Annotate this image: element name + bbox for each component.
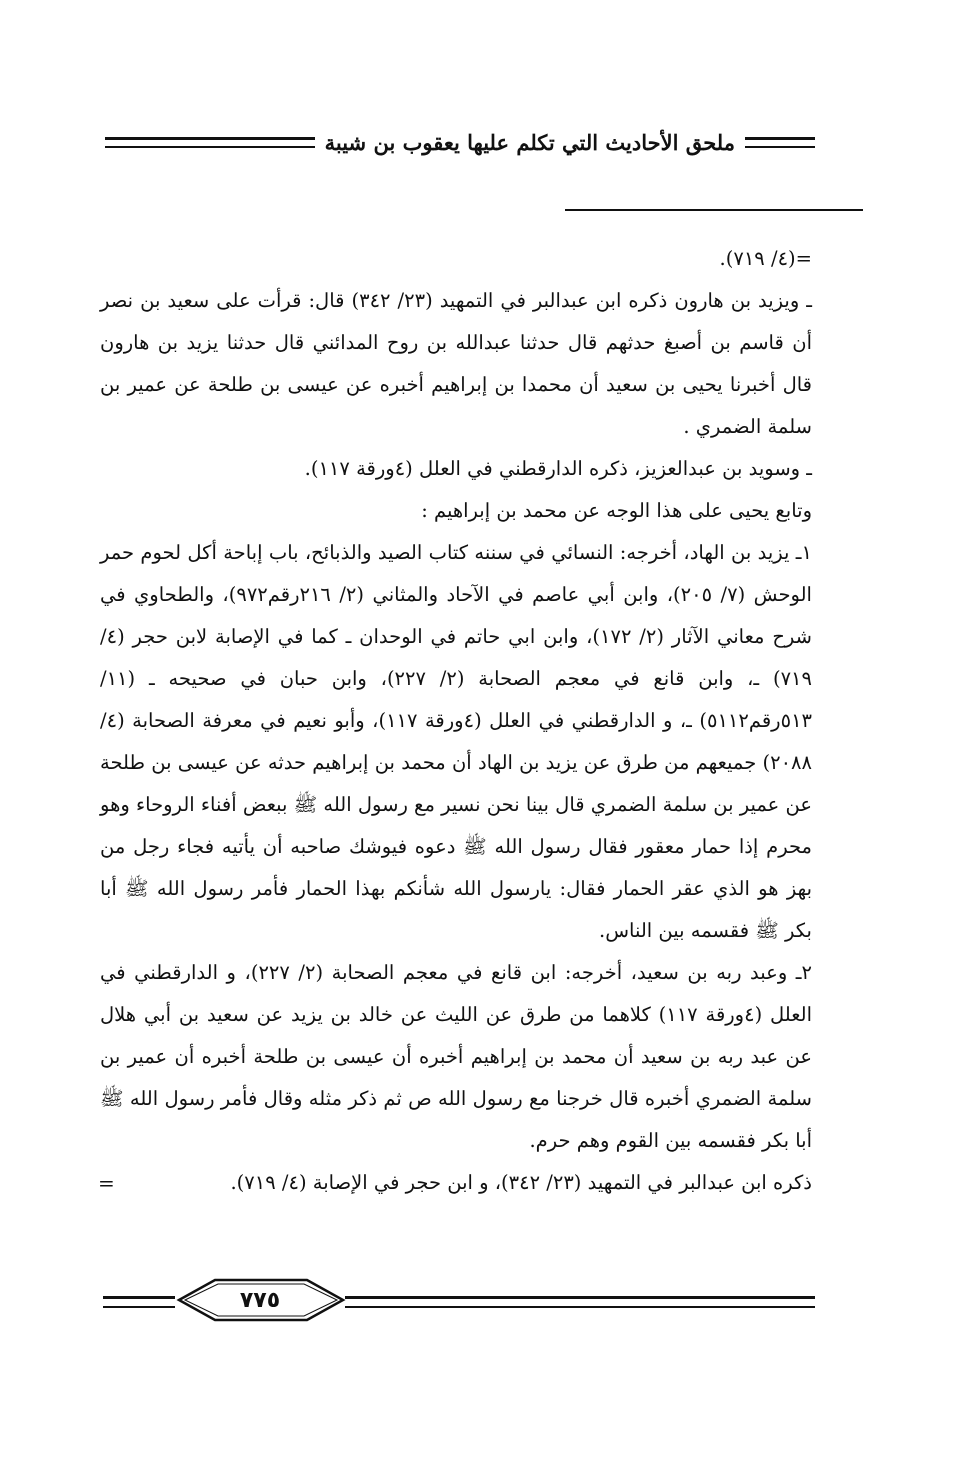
continuation-line: =(٤/ ٧١٩). xyxy=(719,247,812,270)
paragraph-suwaid: ـ وسويد بن عبدالعزيز، ذكره الدارقطني في العلل (٤ورقة ١١٧). xyxy=(304,457,812,480)
paragraph-yazid-harun: ـ ويزيد بن هارون ذكره ابن عبدالبر في التمهيد (٢٣/ ٣٤٢) قال: قرأت على سعيد بن نصر أن قاسم بن أصبغ حدثهم قال حدثنا عبدالله بن روح المدائني قال حدثنا يزيد بن هارون قال أخبرنا يحيى بن سعيد أن محمدا بن إبراهيم أخبره عن عيسى بن طلحة عن عمير بن سلمة الضمري . xyxy=(100,289,812,438)
page-number: ٧٧٥ xyxy=(239,1288,281,1313)
paragraph-item-1: ١ـ يزيد بن الهاد، أخرجه: النسائي في سننه كتاب الصيد والذبائح، باب إباحة أكل لحوم حمر الوحش (٧/ ٢٠٥)، وابن أبي عاصم في الآحاد والمثاني (٢/ ٢١٦رقم٩٧٢)، والطحاوي في شرح معاني الآثار (٢/ ١٧٢)، وابن ابي حاتم في الوحدان ـ كما في الإصابة لابن حجر (٤/ ٧١٩) ـ، وابن قانع في معجم الصحابة (٢/ ٢٢٧)، وابن حبان في صحيحه ـ (١١/ ٥١٣رقم٥١١٢) ـ، و الدارقطني في العلل (٤ورقة ١١٧)، وأبو نعيم في معرفة الصحابة (٤/ ٢٠٨٨) جميعهم من طرق عن يزيد بن الهاد أن محمد بن إبراهيم حدثه عن عيسى بن طلحة عن عمير بن سلمة الضمري قال بينا نحن نسير مع رسول الله ﷺ ببعض أفناء الروحاء وهو محرم إذا حمار معقور فقال رسول الله ﷺ دعوه فيوشك صاحبه أن يأتيه فجاء رجل من بهز هو الذي عقر الحمار فقال: يارسول الله شأنكم بهذا الحمار فأمر رسول الله ﷺ أبا بكر ﷺ فقسمه بين الناس. xyxy=(100,541,813,942)
page-number-badge xyxy=(175,1278,347,1322)
header-title: ملحق الأحاديث التي تكلم عليها يعقوب بن شيبة xyxy=(324,129,735,155)
paragraph-follow-up: وتابع يحيى على هذا الوجه عن محمد بن إبراهيم : xyxy=(421,499,812,522)
footnote-separator xyxy=(565,209,863,211)
page-body xyxy=(100,238,812,1204)
paragraph-item-2: ٢ـ وعبد ربه بن سعيد، أخرجه: ابن قانع في معجم الصحابة (٢/ ٢٢٧)، و الدارقطني في العلل (٤ورقة ١١٧) كلاهما من طرق عن الليث عن خالد بن يزيد عن سعيد بن أبي هلال عن عبد ربه بن سعيد أن محمد بن إبراهيم أخبره أن عيسى بن طلحة أخبره أن عمير بن سلمة الضمري أخبره قال خرجنا مع رسول الله ص ثم ذكر مثله وقال فأمر رسول الله ﷺ أبا بكر فقسمه بين القوم وهم حرم. xyxy=(100,961,813,1152)
page-footer xyxy=(103,1276,815,1326)
continuation-mark: = xyxy=(98,1171,115,1195)
running-header xyxy=(105,122,815,162)
footer-rule-right xyxy=(345,1296,815,1308)
header-rule-left xyxy=(105,137,315,148)
closing-line xyxy=(100,1162,812,1204)
paragraph-closing: ذكره ابن عبدالبر في التمهيد (٢٣/ ٣٤٢)، و ابن حجر في الإصابة (٤/ ٧١٩). xyxy=(230,1171,812,1194)
footer-rule-left xyxy=(103,1296,175,1308)
header-rule-right xyxy=(745,137,815,148)
